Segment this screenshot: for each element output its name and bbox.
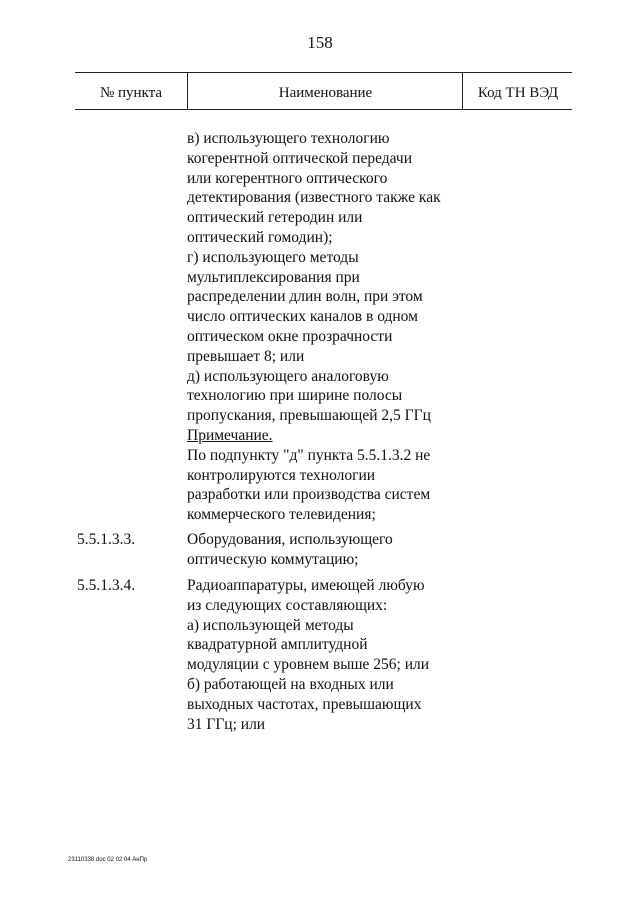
item-number-5-5-1-3-3: 5.5.1.3.3. [77,531,136,548]
text-line: когерентной оптической передачи [187,149,412,167]
note-heading: Примечание. [187,427,273,444]
text-line: оптический гетеродин или [187,209,363,227]
table-header [75,72,572,110]
item-number-5-5-1-3-4: 5.5.1.3.4. [77,577,136,594]
text-line: д) использующего аналоговую [187,367,389,385]
item-line: а) использующей методы [187,616,354,634]
item-line: Оборудования, использующего [187,531,393,548]
continuation-text [187,129,477,426]
text-line: или когерентного оптического [187,169,388,187]
column-header-code: Код ТН ВЭД [462,73,573,109]
column-header-name: Наименование [187,73,463,109]
page-number: 158 [307,33,333,52]
text-line: оптический гомодин); [187,228,333,246]
note-block [187,426,477,525]
item-line: б) работающей на входных или [187,675,394,693]
note-line: По подпункту "д" пункта 5.5.1.3.2 не [187,446,431,464]
text-line: детектирования (известного также как [187,189,441,207]
column-header-number: № пункта [99,85,163,101]
item-line: оптическую коммутацию; [187,550,359,568]
item-line: из следующих составляющих: [187,596,388,614]
item-text-5-5-1-3-3 [187,530,477,570]
text-line: число оптических каналов в одном [187,308,418,326]
note-line: разработки или производства систем [187,486,431,504]
item-line: квадратурной амплитудной [187,636,368,654]
text-line: в) использующего технологию [187,130,390,147]
item-line: выходных частотах, превышающих [187,695,422,713]
text-line: технологию при ширине полосы [187,387,403,405]
text-line: мультиплексирования при [187,268,360,286]
item-line: модуляции с уровнем выше 256; или [187,656,430,674]
note-line: контролируются технологии [187,466,376,484]
text-line: г) использующего методы [187,248,359,266]
text-line: распределении длин волн, при этом [187,288,423,306]
note-line: коммерческого телевидения; [187,506,376,524]
footer-document-code: 23110338 doc 02 02 04 АнПр [68,857,148,863]
item-line: Радиоаппаратуры, имеющей любую [187,577,425,594]
text-line: оптическом окне прозрачности [187,327,393,345]
item-text-5-5-1-3-4 [187,576,477,734]
text-line: превышает 8; или [187,347,305,365]
text-line: пропускания, превышающей 2,5 ГГц [187,407,431,425]
item-line: 31 ГГц; или [187,715,266,733]
